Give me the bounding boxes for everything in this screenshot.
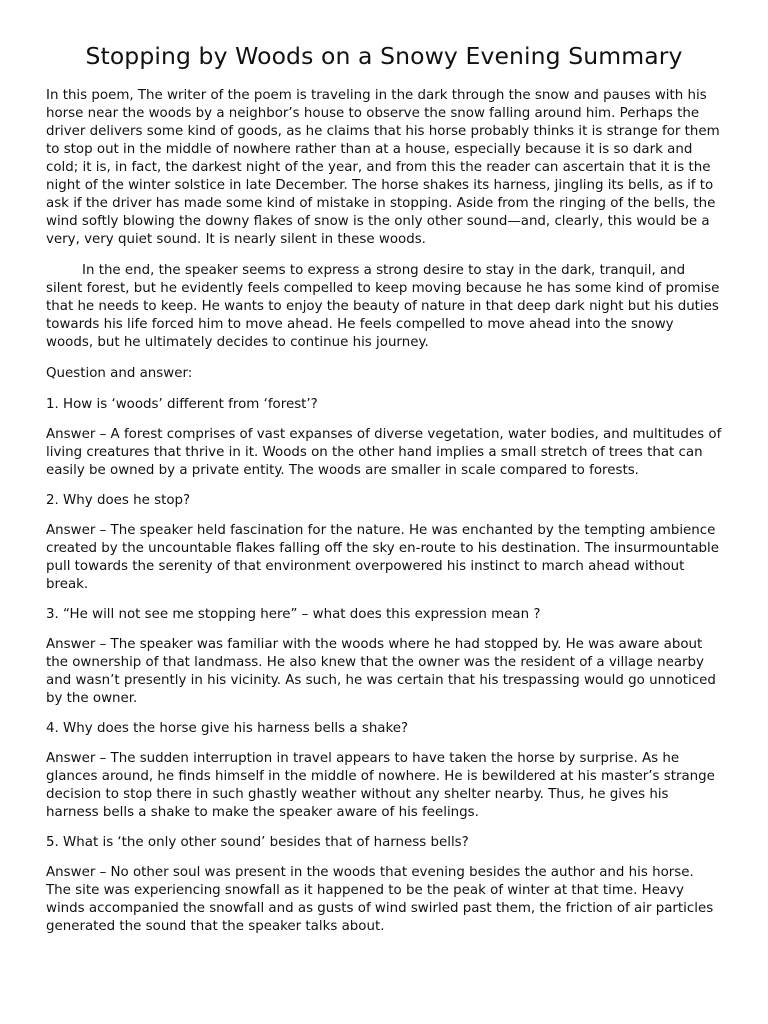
question-2: 2. Why does he stop? <box>46 493 191 508</box>
qa-item-3 <box>46 606 722 708</box>
qa-item-4 <box>46 720 722 822</box>
summary-paragraph-2: In the end, the speaker seems to express a strong desire to stay in the dark, tranquil, and silent forest, but he evidently feels compelled to keep moving because he has some kind of promise that he needs to keep. He wants to enjoy the beauty of nature in that deep dark night but his duties towards his life forced him to move ahead. He feels compelled to move ahead into the snowy woods, but he ultimately decides to continue his journey. <box>46 263 720 350</box>
question-4: 4. Why does the horse give his harness bells a shake? <box>46 721 409 736</box>
qa-item-2 <box>46 492 722 594</box>
qa-heading: Question and answer: <box>46 366 193 381</box>
question-3: 3. “He will not see me stopping here” – what does this expression mean ? <box>46 607 541 622</box>
answer-2: Answer – The speaker held fascination for the nature. He was enchanted by the tempting ambience created by the uncountable flakes falling off the sky en-route to his destination. The insurmountable pull towards the serenity of that environment overpowered his instinct to march ahead without break. <box>46 523 720 592</box>
page-title: Stopping by Woods on a Snowy Evening Summary <box>85 42 683 70</box>
answer-4: Answer – The sudden interruption in travel appears to have taken the horse by surprise. As he glances around, he finds himself in the middle of nowhere. He is bewildered at his master’s strange decision to stop there in such ghastly weather without any shelter nearby. Thus, he gives his harness bells a shake to make the speaker aware of his feelings. <box>46 751 715 820</box>
qa-item-1 <box>46 396 722 480</box>
question-5: 5. What is ‘the only other sound’ besides that of harness bells? <box>46 835 469 850</box>
answer-1: Answer – A forest comprises of vast expanses of diverse vegetation, water bodies, and multitudes of living creatures that thrive in it. Woods on the other hand implies a small stretch of trees that can easily be owned by a private entity. The woods are smaller in scale compared to forests. <box>46 427 722 478</box>
qa-item-5 <box>46 834 722 936</box>
question-1: 1. How is ‘woods’ different from ‘forest’? <box>46 397 318 412</box>
answer-3: Answer – The speaker was familiar with the woods where he had stopped by. He was aware about the ownership of that landmass. He also knew that the owner was the resident of a village nearby and wasn’t presently in his vicinity. As such, he was certain that his trespassing would go unnoticed by the owner. <box>46 637 716 706</box>
answer-5: Answer – No other soul was present in the woods that evening besides the author and his horse. The site was experiencing snowfall as it happened to be the peak of winter at that time. Heavy winds accompanied the snowfall and as gusts of wind swirled past them, the friction of air particles generated the sound that the speaker talks about. <box>46 865 714 934</box>
summary-paragraph-1: In this poem, The writer of the poem is traveling in the dark through the snow and pauses with his horse near the woods by a neighbor’s house to observe the snow falling around him. Perhaps the driver delivers some kind of goods, as he claims that his horse probably thinks it is strange for them to stop out in the middle of nowhere rather than at a house, especially because it is so dark and cold; it is, in fact, the darkest night of the year, and from this the reader can ascertain that it is the night of the winter solstice in late December. The horse shakes its harness, jingling its bells, as if to ask if the driver has made some kind of mistake in stopping. Aside from the ringing of the bells, the wind softly blowing the downy flakes of snow is the only other sound—and, clearly, this would be a very, very quiet sound. It is nearly silent in these woods. <box>46 88 720 247</box>
